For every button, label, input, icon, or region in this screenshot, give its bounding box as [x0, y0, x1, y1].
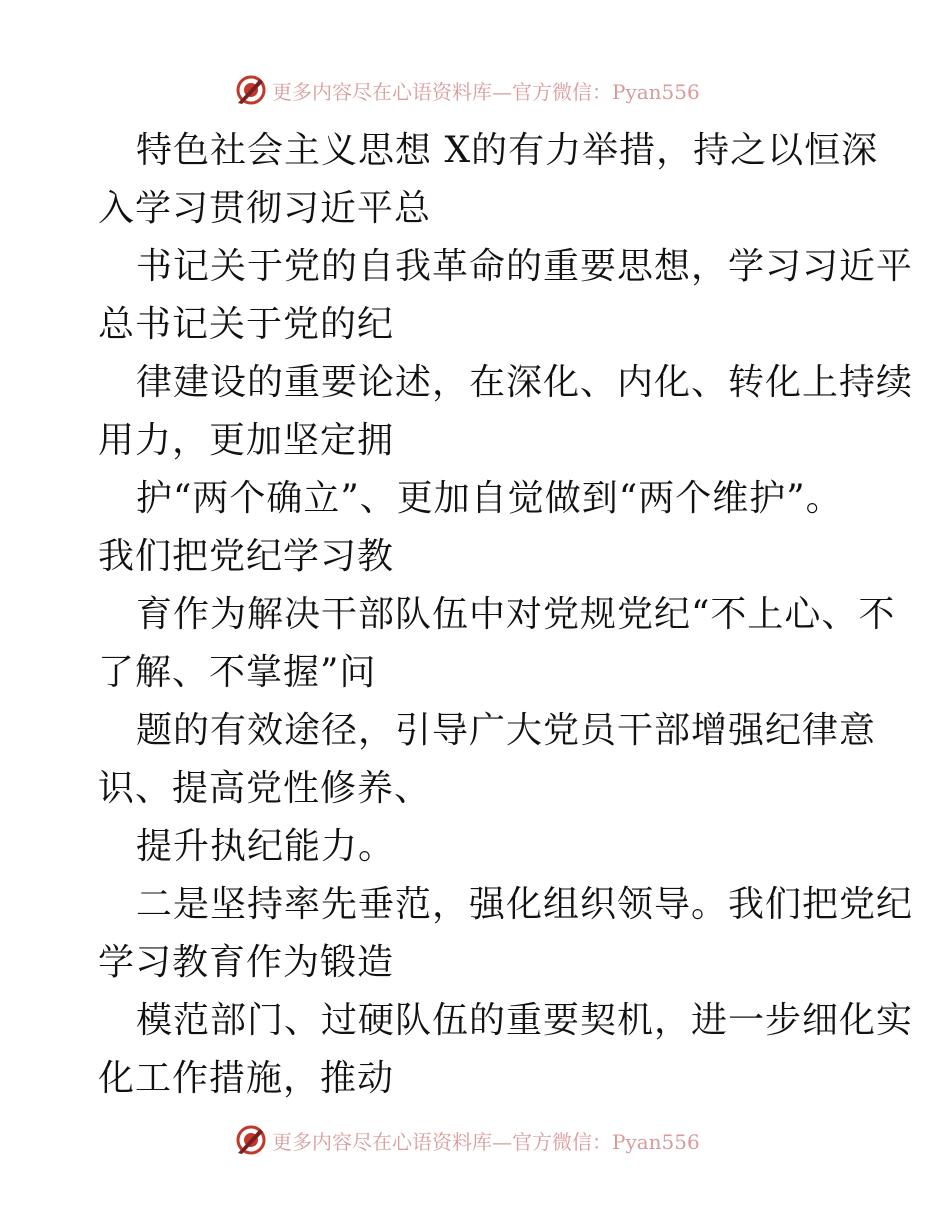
text-line: 入学习贯彻习近平总: [98, 188, 432, 229]
text-line: 学习教育作为锻造: [98, 942, 395, 983]
header-watermark-text: 更多内容尽在心语资料库—官方微信：Pyan556: [272, 79, 700, 104]
text-line: 总书记关于党的纪: [98, 304, 395, 345]
text-line: 题的有效途径，引导广大党员干部增强纪律意: [136, 710, 877, 751]
text-line: 育作为解决干部队伍中对党规党纪“不上心、不: [136, 594, 896, 635]
text-line: 用力，更加坚定拥: [98, 420, 395, 461]
header-watermark: [234, 70, 700, 110]
quill-seal-icon: [234, 1123, 268, 1157]
text-line: 书记关于党的自我革命的重要思想，学习习近平: [136, 246, 914, 287]
text-line: 化工作措施，推动: [98, 1058, 395, 1099]
text-line: 了解、不掌握”问: [98, 652, 377, 693]
text-line: 模范部门、过硬队伍的重要契机，进一步细化实: [136, 1000, 914, 1041]
footer-watermark-text: 更多内容尽在心语资料库—官方微信：Pyan556: [272, 1129, 700, 1154]
text-line: 特色社会主义思想 X的有力举措，持之以恒深: [136, 130, 879, 171]
text-line: 我们把党纪学习教: [98, 536, 395, 577]
text-line: 提升执纪能力。: [136, 826, 396, 867]
text-line: 二是坚持率先垂范，强化组织领导。我们把党纪: [136, 884, 914, 925]
quill-seal-icon: [234, 73, 268, 107]
footer-watermark: [234, 1120, 700, 1160]
text-line: 识、提高党性修养、: [98, 768, 432, 809]
text-line: 护“两个确立”、更加自觉做到“两个维护”。: [136, 478, 843, 519]
text-line: 律建设的重要论述，在深化、内化、转化上持续: [136, 362, 914, 403]
document-body: [98, 122, 914, 1108]
